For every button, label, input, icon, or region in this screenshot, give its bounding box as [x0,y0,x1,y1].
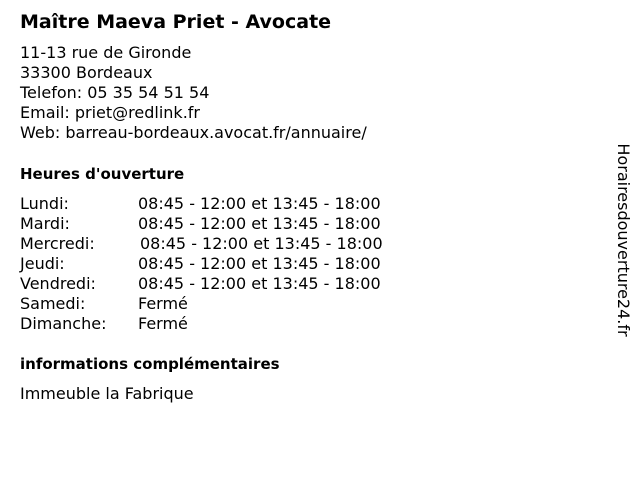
email-text: Email: priet@redlink.fr [20,103,200,122]
hours-row-friday [20,274,383,294]
time-value: 08:45 - 12:00 et 13:45 - 18:00 [138,214,381,233]
time-value: 08:45 - 12:00 et 13:45 - 18:00 [138,254,381,273]
hours-row-sunday [20,314,383,334]
day-label: Samedi: [20,294,86,313]
address-city: 33300 Bordeaux [20,63,153,82]
address-block [20,43,367,143]
time-value: Fermé [138,314,188,333]
day-label: Mercredi: [20,234,95,253]
page-title: Maître Maeva Priet - Avocate [20,11,332,33]
day-label: Dimanche: [20,314,107,333]
website-text: Web: barreau-bordeaux.avocat.fr/annuaire/ [20,123,367,142]
hours-row-thursday [20,254,383,274]
day-label: Mardi: [20,214,70,233]
time-value: Fermé [138,294,188,313]
phone-text: Telefon: 05 35 54 51 54 [20,83,210,102]
hours-row-monday [20,194,383,214]
day-label: Jeudi: [20,254,65,273]
info-heading: informations complémentaires [20,355,280,373]
time-value: 08:45 - 12:00 et 13:45 - 18:00 [138,194,381,213]
hours-heading: Heures d'ouverture [20,165,185,183]
day-label: Lundi: [20,194,69,213]
hours-row-saturday [20,294,383,314]
day-label: Vendredi: [20,274,96,293]
address-street: 11-13 rue de Gironde [20,43,192,62]
time-value: 08:45 - 12:00 et 13:45 - 18:00 [140,234,383,253]
info-text: Immeuble la Fabrique [20,384,194,403]
watermark-text: Horairesdouverture24.fr [614,143,633,337]
hours-row-tuesday [20,214,383,234]
hours-row-wednesday [20,234,383,254]
opening-hours-table [20,194,383,334]
time-value: 08:45 - 12:00 et 13:45 - 18:00 [138,274,381,293]
